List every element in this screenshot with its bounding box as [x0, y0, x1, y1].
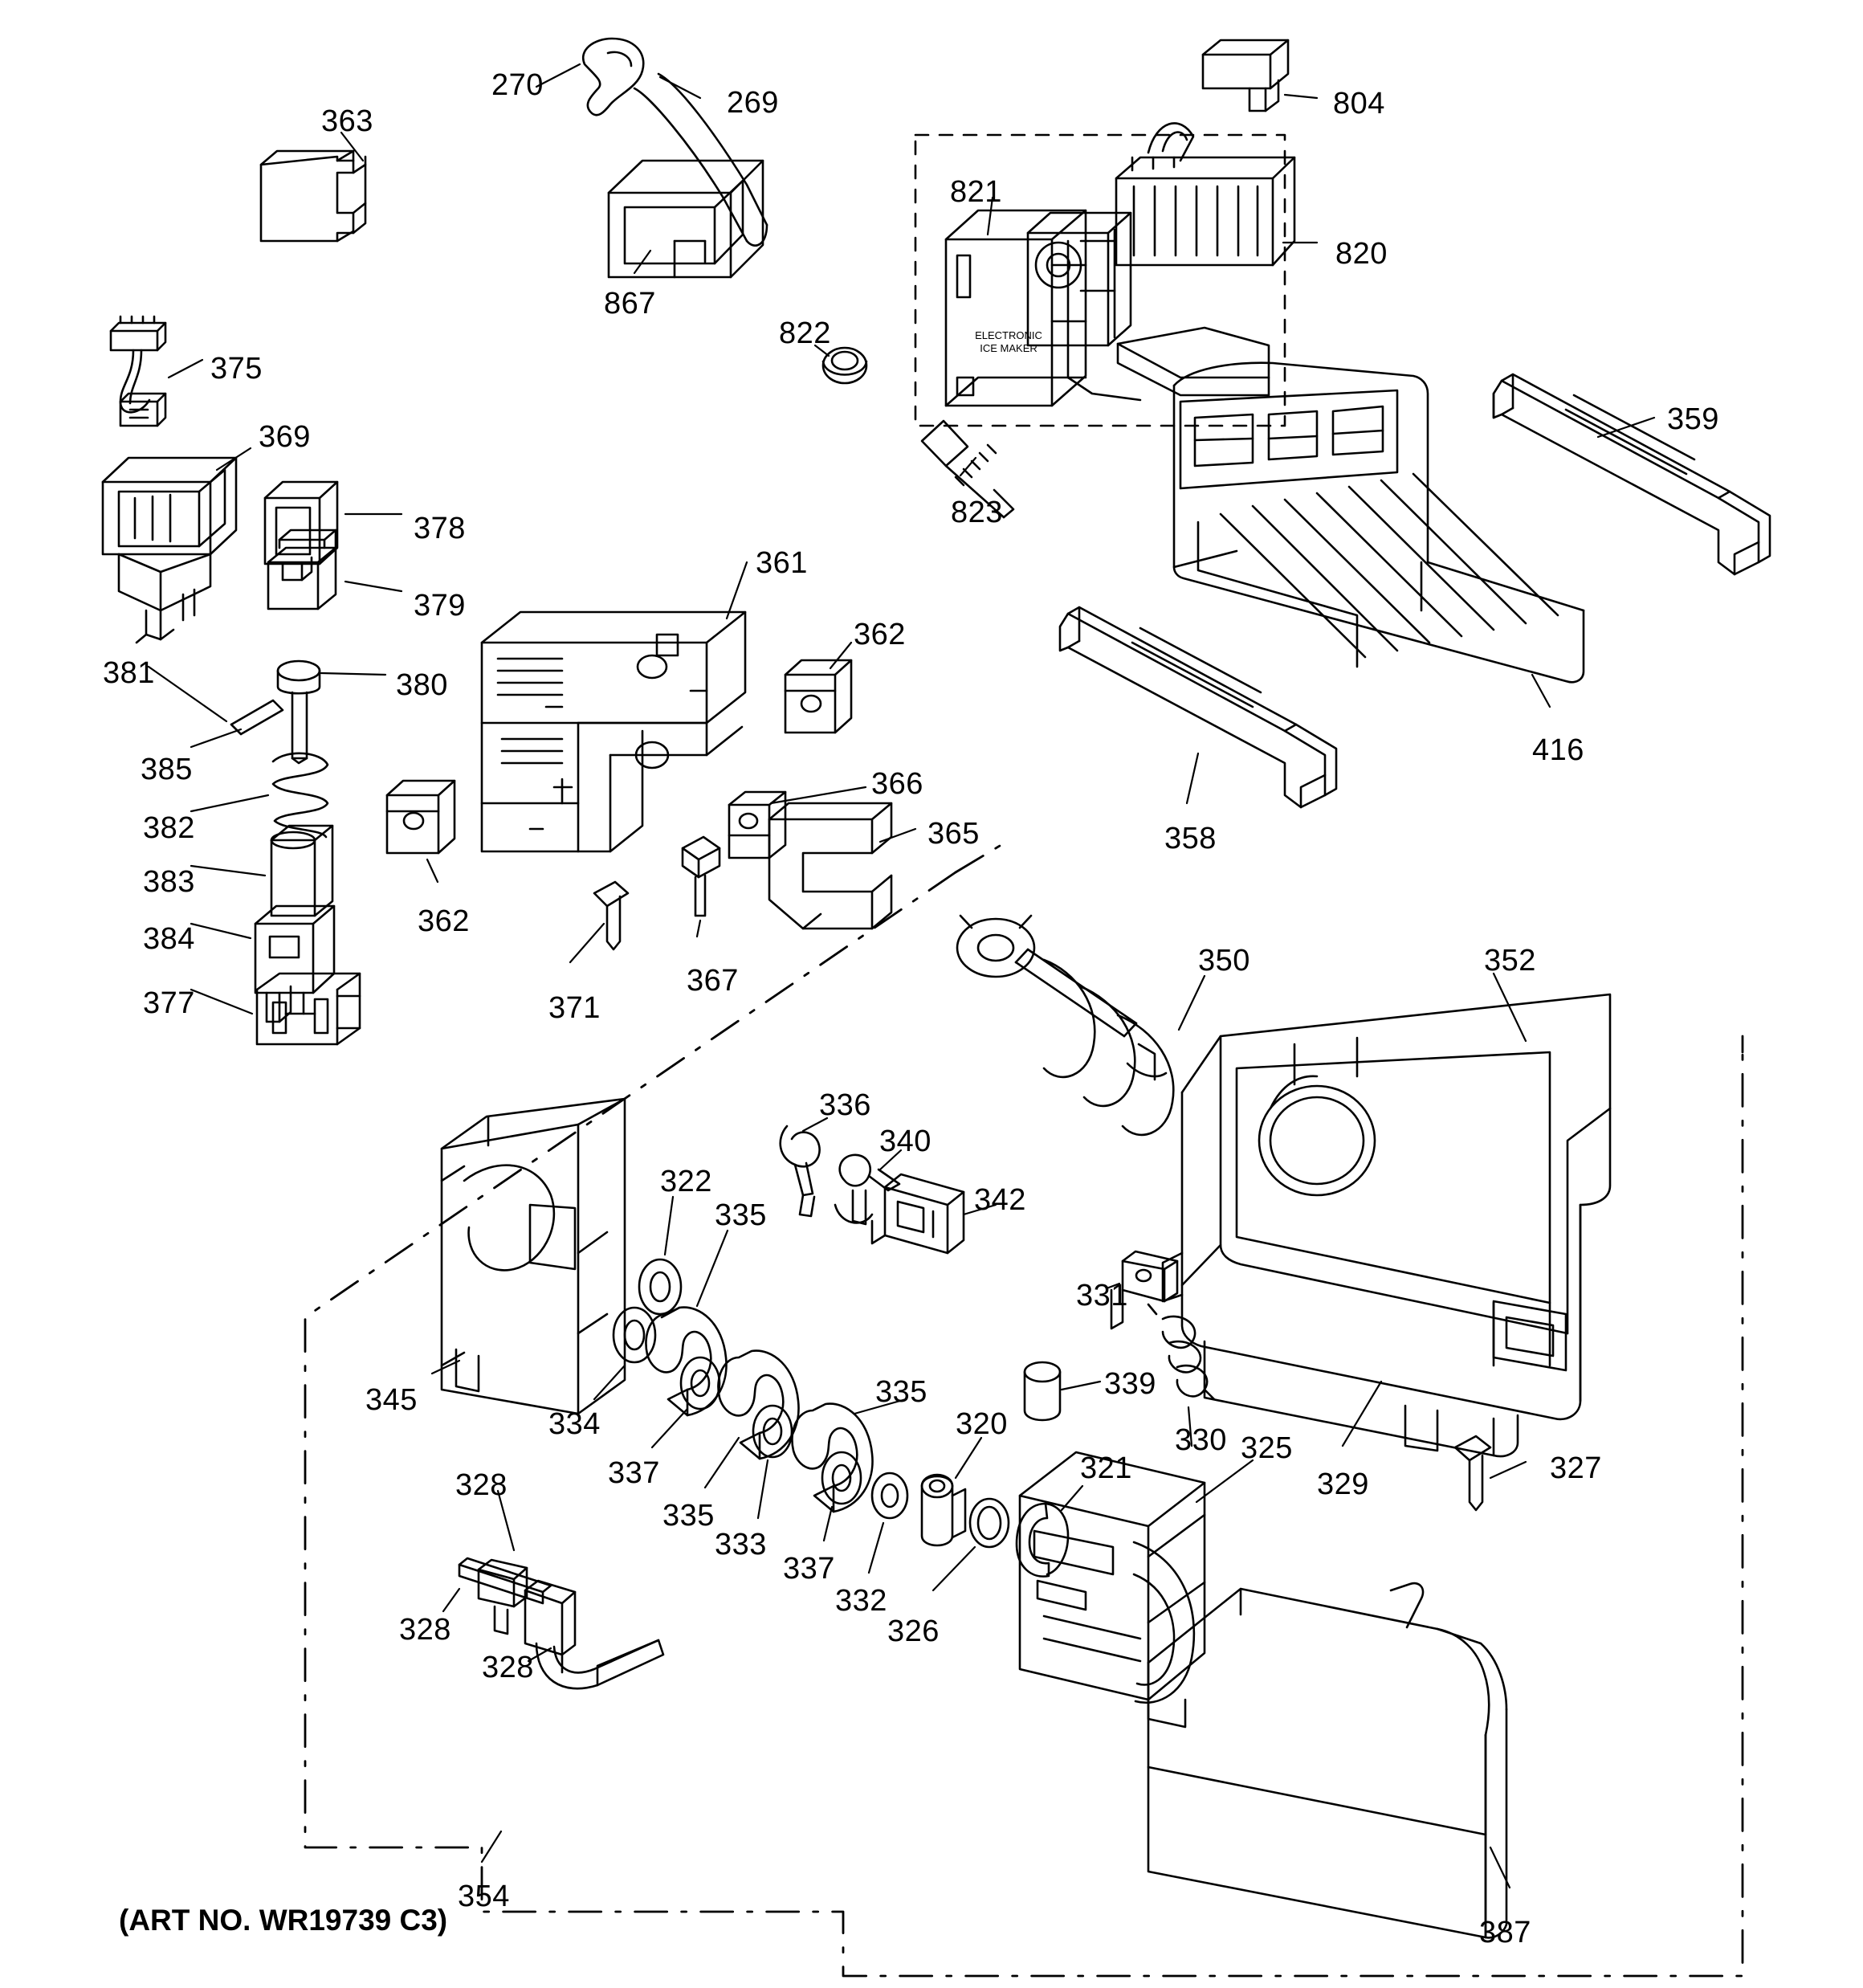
part-822-grommet [823, 348, 866, 383]
callout-331: 331 [1076, 1279, 1128, 1312]
callout-804: 804 [1333, 87, 1385, 120]
part-345-housing [442, 1099, 625, 1414]
callout-321: 321 [1080, 1451, 1132, 1485]
callout-359: 359 [1667, 402, 1719, 436]
callout-270: 270 [491, 68, 544, 102]
part-337-washer-b [822, 1452, 861, 1504]
callout-340: 340 [879, 1125, 932, 1158]
callout-867: 867 [604, 287, 656, 320]
part-322-washer [639, 1259, 681, 1314]
part-362-bracket-b [387, 781, 455, 853]
callout-334: 334 [548, 1407, 601, 1441]
callout-820: 820 [1335, 237, 1388, 271]
callout-378: 378 [414, 512, 466, 545]
callout-337b: 337 [783, 1552, 835, 1586]
callout-363: 363 [321, 104, 373, 138]
part-804-tab [1203, 40, 1288, 111]
callout-326: 326 [887, 1614, 940, 1648]
callout-328c: 328 [482, 1651, 534, 1684]
part-342-actuator [872, 1174, 964, 1253]
callout-333: 333 [715, 1528, 767, 1561]
part-333-washer [753, 1406, 792, 1457]
callout-269: 269 [727, 86, 779, 120]
part-387-cover [1148, 1583, 1506, 1937]
part-362-bracket-a [785, 660, 851, 733]
callout-339: 339 [1104, 1367, 1156, 1401]
callout-387: 387 [1479, 1916, 1531, 1949]
callout-358: 358 [1164, 822, 1217, 855]
part-384-bracket [255, 906, 334, 1022]
ice-maker-text-label: ELECTRONIC ICE MAKER [975, 329, 1042, 355]
callout-330: 330 [1175, 1423, 1227, 1457]
callout-327: 327 [1550, 1451, 1602, 1485]
callout-382: 382 [143, 811, 195, 845]
part-270-cap [583, 39, 643, 115]
part-369-motor [103, 458, 236, 643]
callout-345: 345 [365, 1383, 418, 1417]
part-371-screw [594, 882, 628, 949]
part-361-chassis [482, 612, 745, 851]
callout-822: 822 [779, 316, 831, 350]
callout-350: 350 [1198, 944, 1250, 978]
callout-352: 352 [1484, 944, 1536, 978]
part-382-spring [273, 753, 328, 837]
part-327-screw [1455, 1436, 1490, 1510]
part-350-auger [957, 916, 1173, 1135]
part-352-bucket [1163, 994, 1610, 1456]
callout-371: 371 [548, 991, 601, 1025]
callout-329: 329 [1317, 1468, 1369, 1501]
art-number-label: (ART NO. WR19739 C3) [119, 1904, 448, 1937]
callout-369: 369 [259, 420, 311, 454]
callout-335c: 335 [875, 1375, 927, 1409]
callout-362a: 362 [854, 618, 906, 651]
part-358-rail [1060, 607, 1336, 807]
callout-332: 332 [835, 1584, 887, 1618]
part-339-dowel [1025, 1362, 1060, 1420]
part-326-oring [970, 1499, 1009, 1547]
callout-379: 379 [414, 589, 466, 623]
callout-328a: 328 [455, 1468, 508, 1502]
part-383-sleeve [271, 826, 332, 916]
part-867-housing [609, 161, 763, 277]
part-325-module [1020, 1452, 1205, 1727]
callout-354: 354 [458, 1880, 510, 1913]
part-334-washer [614, 1308, 655, 1362]
callout-377: 377 [143, 986, 195, 1020]
part-363-cover [261, 151, 365, 241]
callout-361: 361 [756, 546, 808, 580]
callout-336: 336 [819, 1088, 871, 1122]
part-335-cam-b [718, 1351, 798, 1459]
part-367-bolt [683, 837, 720, 916]
callout-328b: 328 [399, 1613, 451, 1647]
part-335-cam-c [792, 1404, 872, 1512]
callout-335b: 335 [662, 1499, 715, 1533]
callout-383: 383 [143, 865, 195, 899]
callout-325: 325 [1241, 1431, 1293, 1465]
callout-320: 320 [956, 1407, 1008, 1441]
callout-375: 375 [210, 352, 263, 386]
callout-823: 823 [951, 496, 1003, 529]
callout-362b: 362 [418, 904, 470, 938]
part-321-clip [1017, 1504, 1068, 1577]
callout-380: 380 [396, 668, 448, 702]
callout-416: 416 [1532, 733, 1584, 767]
callout-365: 365 [927, 817, 980, 851]
callout-322: 322 [660, 1165, 712, 1198]
part-365-channel [769, 803, 891, 929]
callout-366: 366 [871, 767, 923, 801]
callout-381: 381 [103, 656, 155, 690]
part-416-shelf [1174, 363, 1584, 683]
callout-385: 385 [141, 753, 193, 786]
part-359-rail [1494, 374, 1770, 574]
callout-367: 367 [687, 964, 739, 998]
part-375-harness [111, 316, 165, 426]
callout-384: 384 [143, 922, 195, 956]
callout-335a: 335 [715, 1198, 767, 1232]
callout-337a: 337 [608, 1456, 660, 1490]
part-336-spring [781, 1126, 820, 1216]
callout-821: 821 [950, 175, 1002, 209]
part-380-plunger [278, 661, 320, 763]
part-320-bearing [922, 1475, 965, 1545]
callout-342: 342 [974, 1183, 1026, 1217]
part-377-mount [257, 974, 360, 1044]
part-332-washer [872, 1473, 907, 1518]
